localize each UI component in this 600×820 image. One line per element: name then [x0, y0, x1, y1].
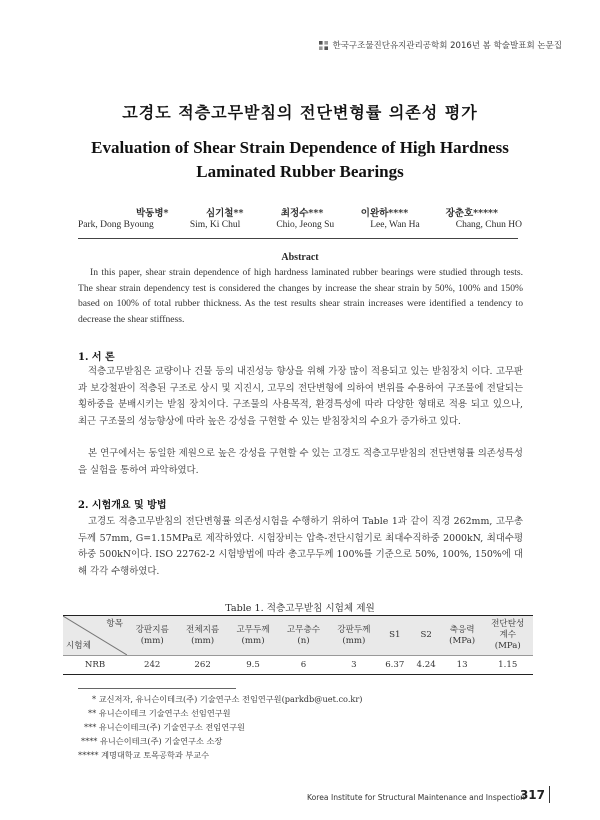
column-header-text: S1 — [389, 630, 401, 640]
title-korean: 고경도 적층고무받침의 전단변형률 의존성 평가 — [122, 103, 478, 122]
corner-label-specimen: 시험체 — [66, 641, 91, 651]
footnote: *** 유니슨이테크(주) 기술연구소 전임연구원 — [84, 722, 245, 732]
author-names-english — [78, 220, 522, 230]
author-kr: 장춘호***** — [445, 208, 498, 219]
table-caption: Table 1. 적층고무받침 시험체 제원 — [225, 603, 375, 614]
column-header — [410, 616, 441, 656]
column-header-text: 고무두께 (mm) — [236, 624, 270, 646]
author-kr: 박동병* — [136, 208, 169, 219]
page-number: 317 — [519, 788, 545, 802]
conference-name: 한국구조물진단유지관리공학회 2016년 봄 학술발표회 논문집 — [332, 41, 562, 51]
table-cell: 9.5 — [228, 656, 278, 675]
author-divider — [78, 238, 518, 239]
table-cell: NRB — [63, 656, 127, 675]
author-names-korean — [78, 205, 522, 219]
footnote: * 교신저자, 유니슨이테크(주) 기술연구소 전임연구원(parkdb@uet.co.kr) — [92, 694, 363, 704]
abstract-text: In this paper, shear strain dependence of high hardness laminated rubber bearings were studied through tests. The shear strain dependency test is considered the changes by increase the shear strain by 50%, 100% and 150% based on 100% of total rubber thickness. As the test results shear strain increases were identified a tendency to decrease the shear stiffness. — [78, 267, 523, 325]
conference-header — [319, 39, 562, 51]
footnote-divider — [78, 688, 236, 689]
author-en: Park, Dong Byoung — [78, 220, 154, 230]
column-header — [329, 616, 379, 656]
column-header — [482, 616, 533, 656]
table-cell: 242 — [127, 656, 177, 675]
intro-paragraph: 본 연구에서는 동일한 제원으로 높은 강성을 구현할 수 있는 고경도 적층고무받침의 전단변형률 의존성특성을 실험을 통하여 파악하였다. — [78, 448, 523, 476]
column-header — [127, 616, 177, 656]
column-header-text: 전단탄성 계수 (MPa) — [491, 619, 525, 651]
column-header-text: 강판지름 (mm) — [135, 624, 169, 646]
table-cell: 1.15 — [482, 656, 533, 675]
footnote: **** 유니슨이테크(주) 기술연구소 소장 — [81, 736, 223, 746]
table-cell: 13 — [442, 656, 483, 675]
column-header — [177, 616, 227, 656]
abstract-heading: Abstract — [281, 252, 319, 263]
specimen-table — [63, 615, 533, 675]
title-english-line: Laminated Rubber Bearings — [196, 162, 404, 181]
footnote: ***** 계명대학교 토목공학과 부교수 — [78, 750, 210, 760]
title-english — [60, 136, 540, 184]
column-header — [228, 616, 278, 656]
table-cell: 3 — [329, 656, 379, 675]
footer-organization: Korea Institute for Structural Maintenance and Inspection — [307, 793, 525, 802]
author-en: Sim, Ki Chul — [189, 220, 241, 230]
column-header — [442, 616, 483, 656]
author-kr: 심기철** — [205, 208, 244, 219]
column-header — [379, 616, 410, 656]
title-english-line: Evaluation of Shear Strain Dependence of High Hardness — [91, 138, 509, 157]
column-header-text: 축응력 (MPa) — [449, 624, 476, 646]
section-heading-methods: 2. 시험개요 및 방법 — [78, 500, 167, 511]
table-corner-cell — [63, 616, 127, 656]
methods-paragraph: 고경도 적층고무받침의 전단변형률 의존성시험을 수행하기 위하여 Table 1과 같이 직경 262mm, 고무총두께 57mm, G=1.15MPa로 제작하였다. 시험장비는 압축-전단시험기로 최대수직하중 2000kN, 최대수평하중 500kN이다. ISO 22762-2 시험방법에 따라 총고무두께 100%를 기준으로 50%, 100%, 150%에 대해 각각 수행하였다. — [78, 516, 523, 577]
table-cell: 4.24 — [410, 656, 441, 675]
table-header-row — [63, 616, 533, 656]
author-en: Lee, Wan Ha — [370, 220, 420, 230]
page-number-divider — [549, 786, 550, 803]
column-header-text: 강판두께 (mm) — [337, 624, 371, 646]
section-heading-introduction: 1. 서 론 — [78, 352, 115, 363]
column-header-text: 전체지름 (mm) — [186, 624, 220, 646]
author-en: Chio, Jeong Su — [276, 220, 335, 230]
intro-paragraph: 적층고무받침은 교량이나 건물 등의 내진성능 향상을 위해 가장 많이 적용되고 있는 받침장치 이다. 고무판과 보강철판이 적층된 구조로 상시 및 지진시, 고무의 전단변형에 의하여 변위를 수용하여 구조물에 전달되는 횡하중을 분배시키는 받침 장치이다. 구조물의 사용목적, 환경특성에 따라 다양한 형태로 적용 되고 있으나, 최근 구조물의 성능향상에 따라 높은 강성을 구현할 수 있는 받침장치의 수요가 증가하고 있다. — [78, 366, 523, 427]
column-header-text: 고무층수 (n) — [286, 624, 321, 646]
table-row — [63, 656, 533, 675]
author-en: Chang, Chun HO — [455, 220, 522, 230]
table-cell: 6.37 — [379, 656, 410, 675]
table-cell: 6 — [278, 656, 328, 675]
column-header-text: S2 — [420, 630, 432, 640]
author-kr: 이완하**** — [360, 208, 409, 219]
conference-logo-icon — [319, 41, 328, 50]
corner-label-item: 항목 — [106, 619, 123, 629]
footnote: ** 유니슨이테크 기술연구소 선임연구원 — [88, 708, 231, 718]
author-kr: 최정수*** — [280, 208, 324, 219]
table-cell: 262 — [177, 656, 227, 675]
column-header — [278, 616, 328, 656]
